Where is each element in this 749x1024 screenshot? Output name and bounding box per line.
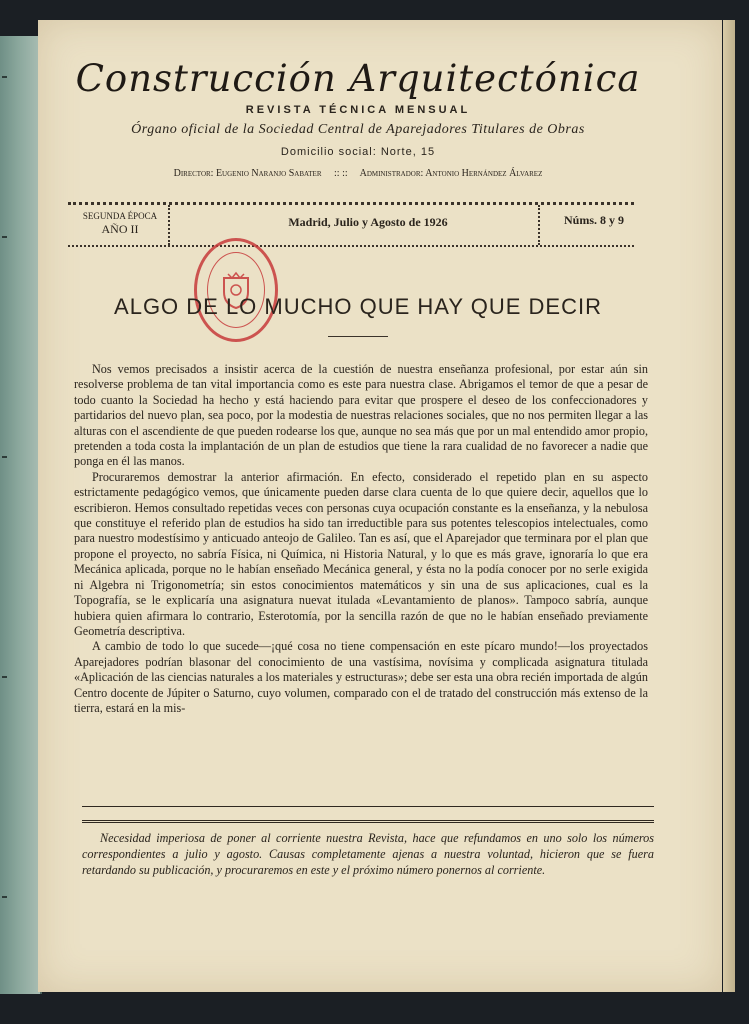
- address-line: Domicilio social: Norte, 15: [280, 146, 436, 158]
- article-paragraph: Nos vemos precisados a insistir acerca de la cuestión de nuestra enseñanza profesional, por estar aún sin resolverse problema de tan vital importancia como es este para nuestra clase. Abrigamos el temor de que a pesar de todo cuanto la Sociedad ha hecho y está haciendo para evitar que prospere el deseo de los confeccionadores y partidarios del nuevo plan, sea poco, por la modestia de nuestras relaciones sociales, que no nos permiten llegar a las alturas con el ascendiente de que pueden rodearse los que, aunque no sea más que por un mal entendido amor propio, pretenden a toda costa la implantación de un plan de estudios que tiene la rara cualidad de no favorecer a nadie que ponga en él las manos.: [74, 362, 648, 469]
- article-paragraph: A cambio de todo lo que sucede—¡qué cosa no tiene compensación en este pícaro mundo!—los proyectados Aparejadores podrían blasonar del conocimiento de una vastísima, novísima y complicada asignatura titulada «Aplicación de las ciencias naturales a los materiales y estructuras»; debe ser esta una obra recién importada de algún Centro docente de Júpiter o Saturno, cuyo volumen, comparado con el de tratado del construcción más extenso de la tierra, estará en la mis-: [74, 639, 648, 715]
- binding-mark: [2, 676, 7, 678]
- page-edge: [723, 20, 735, 992]
- staff-separator: :: ::: [334, 168, 348, 179]
- binding-mark: [2, 896, 7, 898]
- article-body: [74, 362, 648, 716]
- library-stamp: [194, 238, 278, 342]
- notice-text: Necesidad imperiosa de poner al corriente nuestra Revista, hace que refundamos en uno solo los números correspondientes a julio y agosto. Causas completamente ajenas a nuestra voluntad, hicieron que se fuera retardando su publicación, y procuraremos en este y el próximo número ponernos al corriente.: [82, 831, 654, 877]
- binding-mark: [2, 236, 7, 238]
- editorial-notice: [82, 830, 654, 878]
- director-credit: Director: Eugenio Naranjo Sabater: [173, 168, 322, 179]
- issue-info-bar: [68, 202, 634, 247]
- binding-mark: [2, 76, 7, 78]
- section-divider-double: [82, 820, 654, 823]
- epoch-label: SEGUNDA ÉPOCA: [82, 211, 158, 221]
- journal-subtitle: REVISTA TÉCNICA MENSUAL: [245, 104, 471, 116]
- adjacent-page-edge: [0, 36, 42, 994]
- staff-line: [38, 168, 678, 179]
- dotted-divider: [168, 205, 170, 245]
- epoch-box: [76, 211, 164, 237]
- journal-page: [38, 20, 722, 992]
- dotted-divider: [538, 205, 540, 245]
- official-organ-line: Órgano oficial de la Sociedad Central de Aparejadores Titulares de Obras: [131, 122, 585, 137]
- headline-underline: [328, 336, 388, 337]
- issue-numbers: Núms. 8 y 9: [563, 213, 624, 227]
- article-headline: ALGO DE LO MUCHO QUE HAY QUE DECIR: [114, 294, 602, 319]
- administrator-credit: Administrador: Antonio Hernández Álvarez: [359, 168, 543, 179]
- article-paragraph: Procuraremos demostrar la anterior afirmación. En efecto, considerado el repetido plan en su aspecto estrictamente pedagógico vemos, que únicamente pueden darse clara cuenta de lo que quiere decir, aquellos que lo escribieron. Hemos consultado repetidas veces con personas cuya ocupación constante es la enseñanza, y la nebulosa que constituye el referido plan de estudios ha sido tan irreductible para sus potentes telescopios intelectuales, como para nuestro modestísimo y anticuado anteojo de Galileo. Tan es así, que el Aparejador que terminara por el plan que propone el proyecto, no sabría Física, ni Química, ni Historia Natural, y lo que es más grave, ignoraría lo que era Mecánica aplicada, porque no le habían enseñado Mecánica general, y ésta no la podía conocer por no serle exigida ni Algebra ni Trigonometría; sin estos conocimientos matemáticos y sin una de sus aplicaciones, cual es la Topografía, se le explicaría una asignatura nuevat itulada «Levantamiento de planos». Tampoco sabría, aunque hubiera quien afirmara lo contrario, Esterotomía, por la sencilla razón de que no le habían enseñado previamente Geometría descriptiva.: [74, 469, 648, 638]
- masthead: [38, 58, 678, 179]
- section-divider: [82, 806, 654, 807]
- year-label: AÑO II: [101, 222, 139, 236]
- journal-title: Construcción Arquitectónica: [75, 57, 641, 100]
- binding-mark: [2, 456, 7, 458]
- issue-date: Madrid, Julio y Agosto de 1926: [288, 215, 448, 229]
